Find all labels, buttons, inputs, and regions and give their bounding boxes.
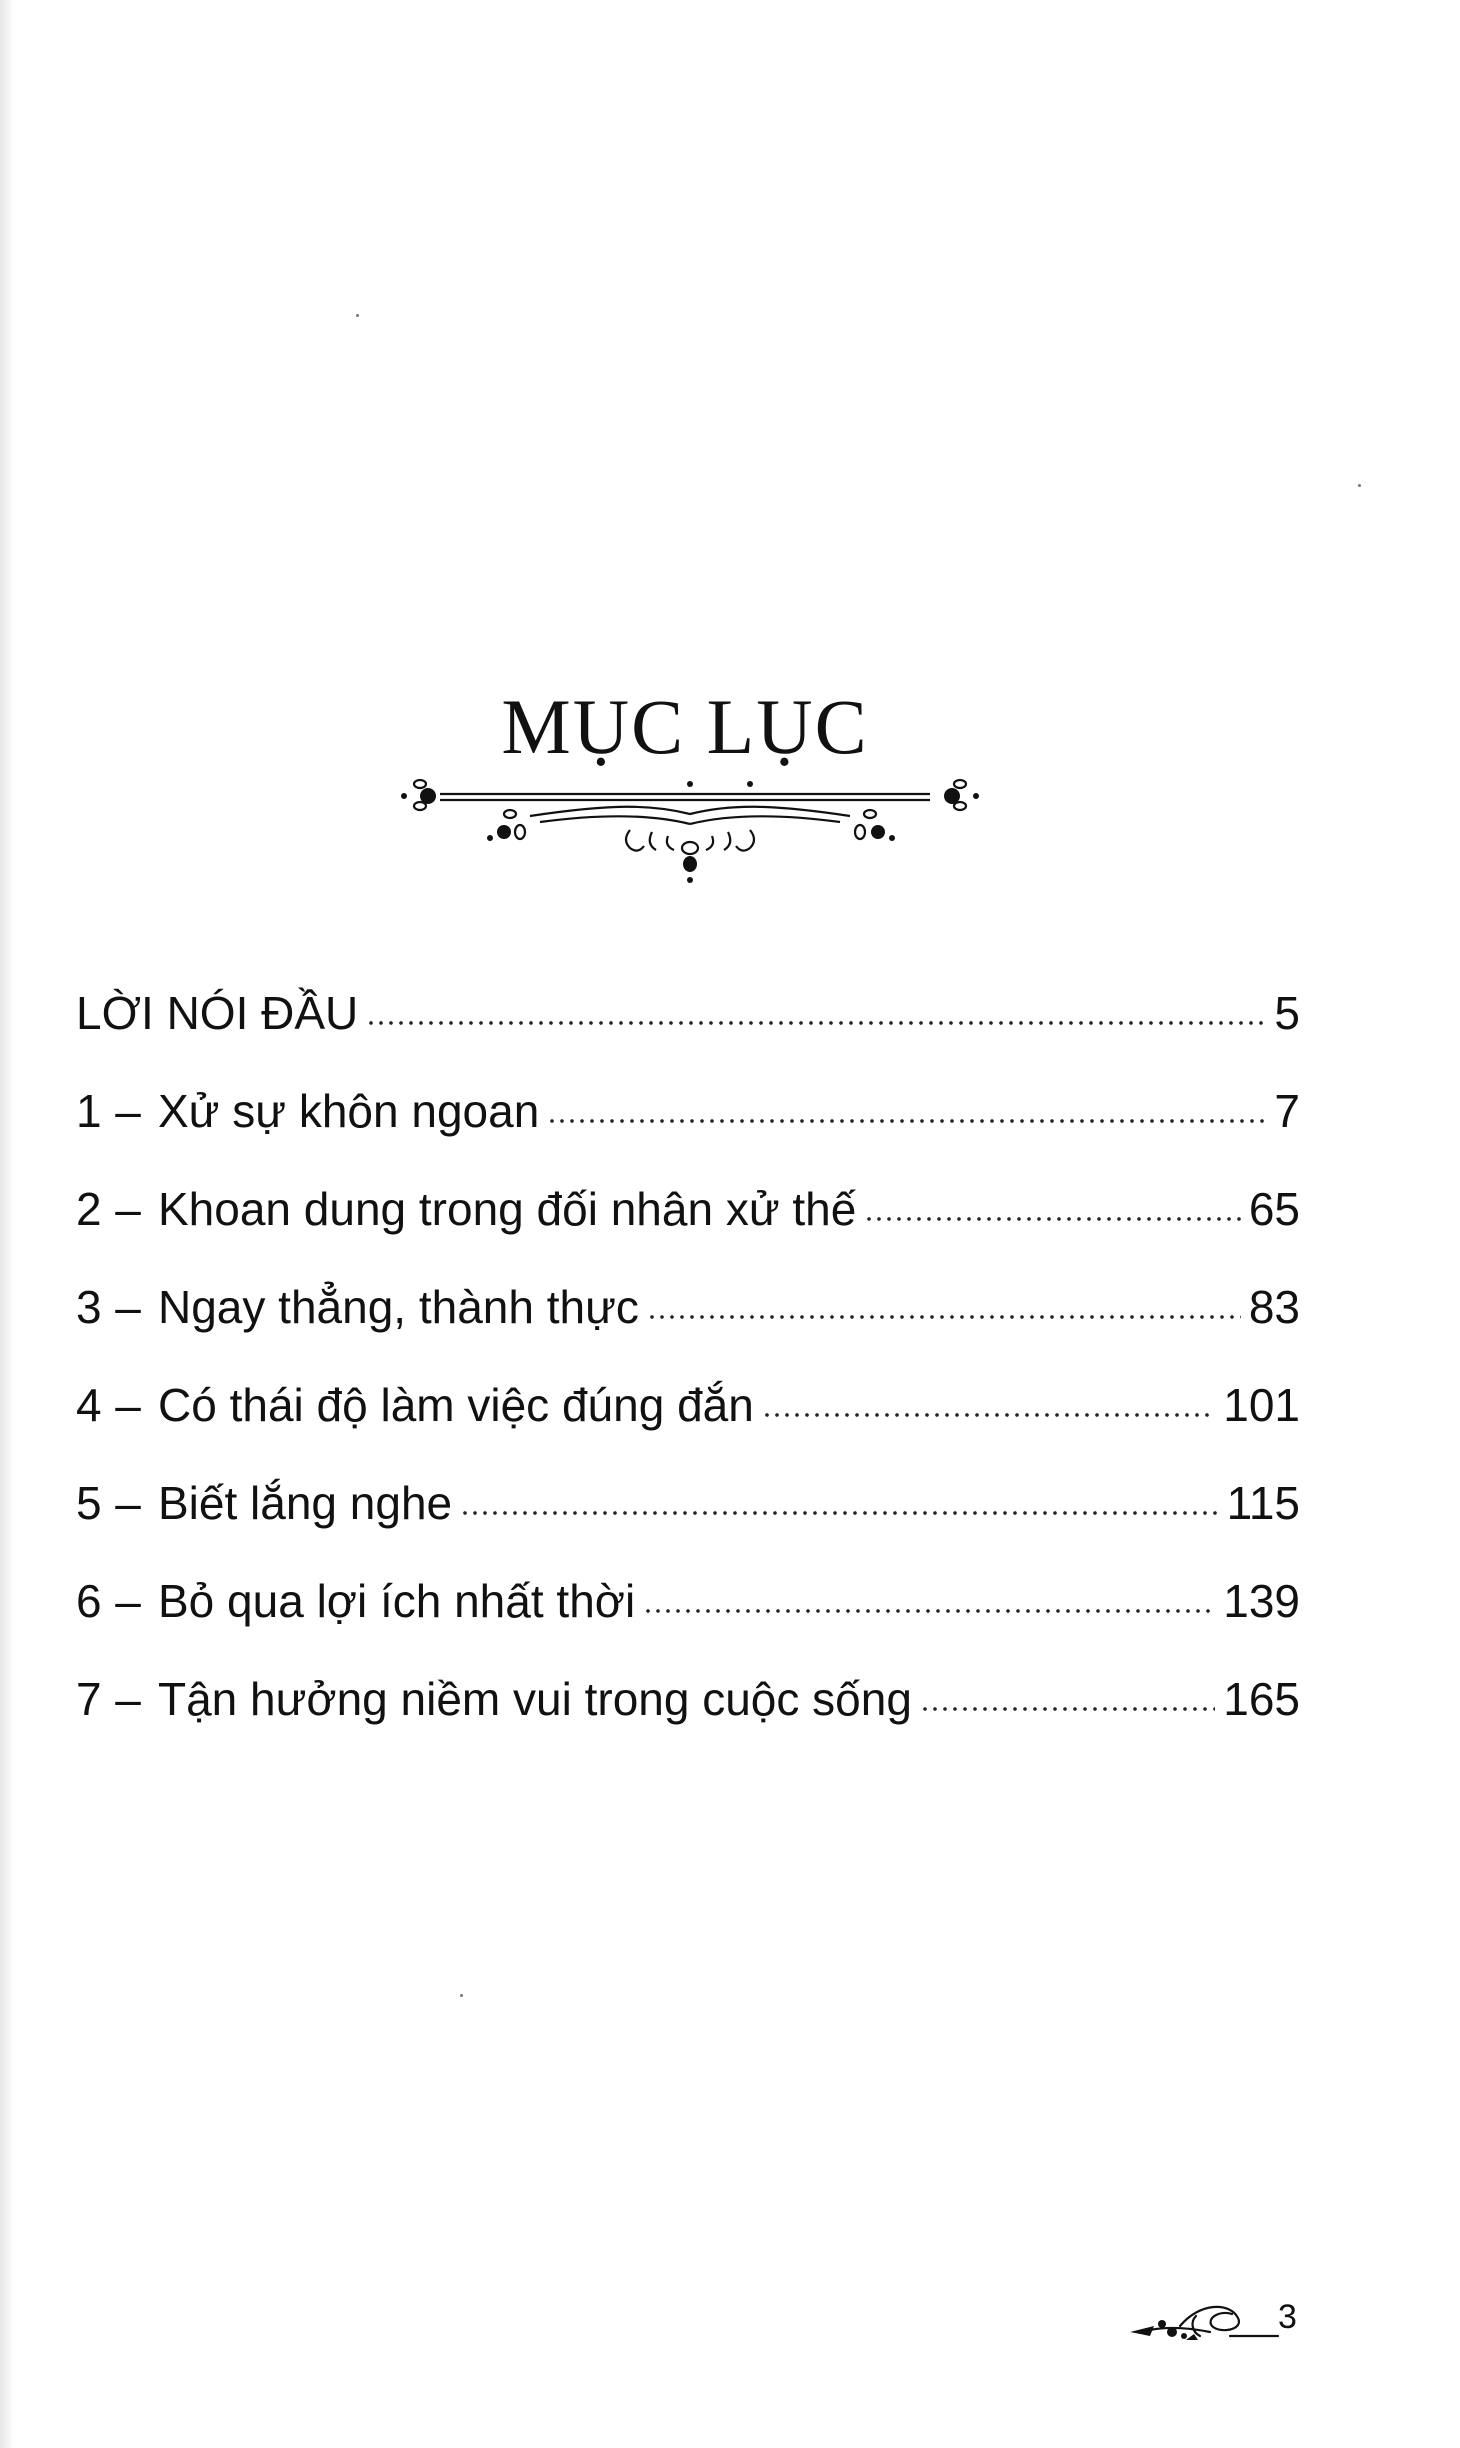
paper-speck (460, 1994, 463, 1997)
toc-entry-page: 165 (1223, 1673, 1300, 1725)
toc-entry-chapter-4[interactable] (76, 1379, 1300, 1480)
toc-entry-page: 101 (1223, 1379, 1300, 1431)
toc-entry-page: 139 (1223, 1575, 1300, 1627)
paper-speck (1358, 484, 1361, 487)
toc-entry-number: 3 (76, 1281, 102, 1333)
toc-entry-dash: – (115, 1673, 141, 1725)
page-edge-shadow (0, 0, 14, 2448)
toc-entry-number: 5 (76, 1477, 102, 1529)
toc-entry-title: LỜI NÓI ĐẦU (76, 987, 359, 1039)
toc-entry-title: Biết lắng nghe (158, 1477, 453, 1529)
toc-entry-dash: – (115, 1281, 141, 1333)
toc-entry-title: Tận hưởng niềm vui trong cuộc sống (158, 1673, 912, 1725)
toc-entry-title: Ngay thẳng, thành thực (158, 1281, 639, 1333)
dot-leader (647, 1315, 1241, 1319)
toc-entry-number: 4 (76, 1379, 102, 1431)
toc-entry-page: 115 (1226, 1477, 1300, 1529)
toc-entry-page: 7 (1274, 1085, 1300, 1137)
toc-entry-chapter-2[interactable] (76, 1183, 1300, 1284)
toc-entry-number: 2 (76, 1183, 102, 1235)
toc-entry-number: 7 (76, 1673, 102, 1725)
toc-entry-chapter-1[interactable] (76, 1085, 1300, 1186)
dot-leader (366, 1021, 1266, 1025)
toc-entry-dash: – (115, 1575, 141, 1627)
toc-entry-number: 6 (76, 1575, 102, 1627)
decorative-divider-icon (390, 770, 990, 900)
page-number: 3 (1278, 2298, 1297, 2336)
dot-leader (920, 1707, 1215, 1711)
toc-entry-chapter-3[interactable] (76, 1281, 1300, 1382)
toc-entry-dash: – (115, 1183, 141, 1235)
toc-entry-chapter-6[interactable] (76, 1575, 1300, 1676)
flourish-icon (1120, 2296, 1300, 2346)
toc-entry-chapter-7[interactable] (76, 1673, 1300, 1774)
toc-entry-preface[interactable] (76, 987, 1300, 1088)
table-of-contents (76, 987, 1300, 1774)
toc-entry-chapter-5[interactable] (76, 1477, 1300, 1578)
toc-entry-page: 5 (1274, 987, 1300, 1039)
dot-leader (762, 1413, 1215, 1417)
dot-leader (547, 1119, 1266, 1123)
toc-entry-number: 1 (76, 1085, 102, 1137)
toc-entry-page: 83 (1248, 1281, 1300, 1333)
dot-leader (864, 1217, 1240, 1221)
toc-entry-title: Khoan dung trong đối nhân xử thế (158, 1183, 857, 1235)
page-title: MỤC LỤC (501, 683, 869, 770)
toc-entry-dash: – (115, 1085, 141, 1137)
dot-leader (643, 1609, 1215, 1613)
toc-entry-page: 65 (1248, 1183, 1300, 1235)
toc-entry-title: Bỏ qua lợi ích nhất thời (158, 1575, 636, 1627)
toc-entry-title: Có thái độ làm việc đúng đắn (158, 1379, 754, 1431)
toc-entry-dash: – (115, 1379, 141, 1431)
paper-speck (356, 314, 359, 317)
dot-leader (460, 1511, 1219, 1515)
toc-entry-title: Xử sự khôn ngoan (158, 1085, 540, 1137)
toc-entry-dash: – (115, 1477, 141, 1529)
